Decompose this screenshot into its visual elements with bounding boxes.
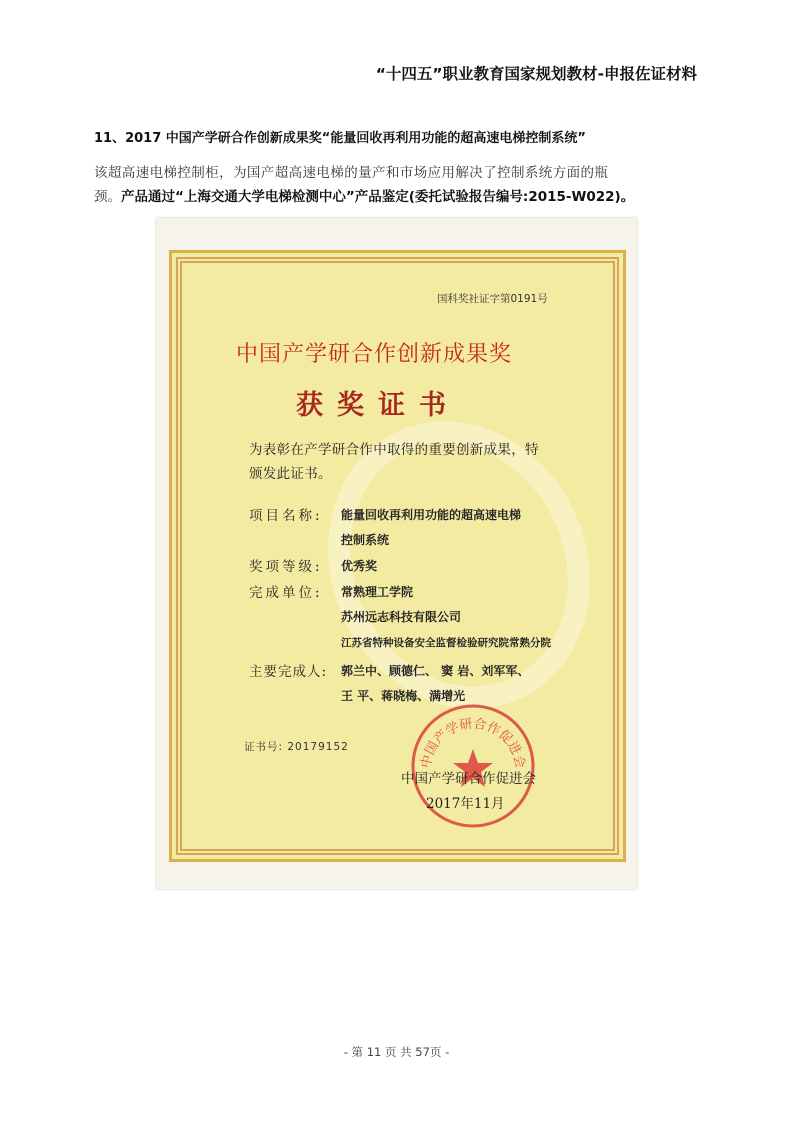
unit-2: 苏州远志科技有限公司 xyxy=(341,610,462,624)
units-row xyxy=(249,581,341,601)
people-line-2: 王 平、蒋晓梅、满增光 xyxy=(341,689,466,703)
intro-line-2: 颁发此证书。 xyxy=(249,466,332,482)
intro-line-1: 为表彰在产学研合作中取得的重要创新成果，特 xyxy=(249,442,539,458)
level-label: 奖项等级: xyxy=(249,559,323,575)
project-row xyxy=(249,504,341,524)
units-label: 完成单位: xyxy=(249,585,323,601)
issuer-name: 中国产学研合作促进会 xyxy=(401,771,536,787)
award-name: 中国产学研合作创新成果奖 xyxy=(236,342,513,367)
level-value: 优秀奖 xyxy=(341,559,378,573)
project-value-1: 能量回收再利用功能的超高速电梯 xyxy=(341,508,522,522)
page-footer: - 第 11 页 共 57页 - xyxy=(343,1045,450,1059)
certificate-id: 证书号: 20179152 xyxy=(244,741,349,753)
project-value-2: 控制系统 xyxy=(341,533,390,547)
certificate-intro xyxy=(249,438,609,486)
unit-3: 江苏省特种设备安全监督检验研究院常熟分院 xyxy=(341,637,551,649)
body-text-bold: 产品通过“上海交通大学电梯检测中心”产品鉴定(委托试验报告编号:2015-W022)。 xyxy=(121,189,635,205)
certificate-title: 获奖证书 xyxy=(296,390,460,421)
people-line-1: 郭兰中、顾德仁、 窦 岩、刘军军、 xyxy=(341,664,530,678)
award-certificate xyxy=(169,250,626,862)
level-row xyxy=(249,555,341,575)
body-text-plain: 颈。 xyxy=(94,189,121,205)
certificate-number: 国科奖社证字第0191号 xyxy=(437,293,548,305)
project-label: 项目名称: xyxy=(249,508,323,524)
people-row xyxy=(249,660,341,680)
page-header: “十四五”职业教育国家规划教材-申报佐证材料 xyxy=(375,65,697,83)
body-text-line-1: 该超高速电梯控制柜，为国产超高速电梯的量产和市场应用解决了控制系统方面的瓶 xyxy=(94,165,609,181)
unit-1: 常熟理工学院 xyxy=(341,585,414,599)
people-label: 主要完成人: xyxy=(249,664,328,680)
seal-text: 中国产学研合作促进会 xyxy=(418,716,528,770)
issue-date: 2017年11月 xyxy=(426,796,505,812)
body-text-line-2 xyxy=(94,185,634,205)
section-heading: 11、2017 中国产学研合作创新成果奖“能量回收再利用功能的超高速电梯控制系统” xyxy=(94,131,586,146)
